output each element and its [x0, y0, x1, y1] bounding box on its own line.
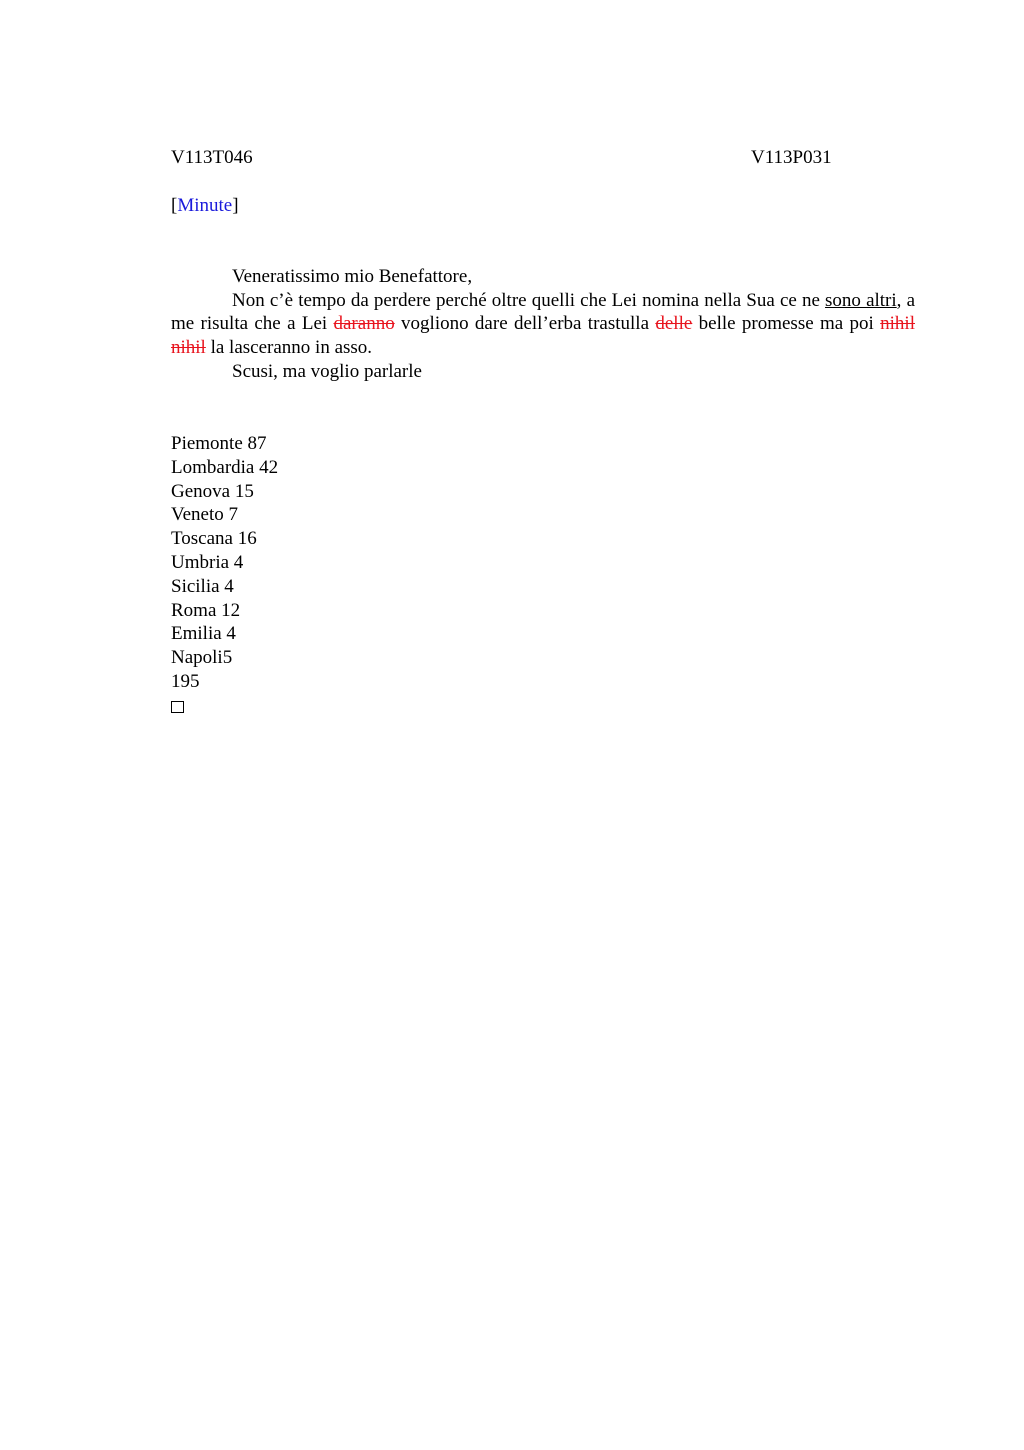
minute-link[interactable]: Minute — [177, 195, 233, 216]
text-segment: belle promesse ma poi — [692, 313, 881, 335]
count-item: Genova 15 — [171, 480, 254, 502]
document-code-right: V113P031 — [751, 147, 832, 168]
count-item: Roma 12 — [171, 599, 241, 621]
text-segment: , a me risulta che a Lei — [171, 289, 915, 335]
letter-paragraph — [171, 289, 915, 360]
count-total: 195 — [171, 670, 200, 692]
closing-line: Scusi, ma voglio parlarle — [232, 360, 422, 382]
square-box-icon — [171, 701, 184, 713]
box-icon-row — [171, 694, 278, 720]
minute-open-bracket: [ — [171, 195, 178, 216]
count-item: Sicilia 4 — [171, 575, 234, 597]
count-item: Veneto 7 — [171, 504, 239, 526]
salutation: Veneratissimo mio Benefattore, — [232, 266, 473, 287]
deleted-text: daranno — [333, 313, 395, 335]
count-item: Umbria 4 — [171, 551, 244, 573]
deleted-text: delle — [655, 313, 693, 335]
count-item: Lombardia 42 — [171, 456, 279, 478]
count-item: Emilia 4 — [171, 623, 236, 645]
letter-body — [171, 265, 915, 384]
underlined-text: sono altri — [825, 289, 897, 311]
region-count-list — [171, 432, 278, 720]
minute-label — [171, 194, 239, 218]
text-segment: Non c’è tempo da perdere perché oltre quelli che Lei nomina nella Sua ce ne — [232, 289, 826, 311]
text-segment: vogliono dare dell’erba trastulla — [394, 313, 656, 335]
count-item: Toscana 16 — [171, 528, 257, 550]
text-segment: la lasceranno in asso. — [205, 337, 373, 359]
count-item: Napoli5 — [171, 647, 233, 669]
minute-close-bracket: ] — [232, 195, 239, 216]
count-item: Piemonte 87 — [171, 433, 267, 454]
document-code-left: V113T046 — [171, 147, 253, 168]
deleted-text: nihil nihil — [171, 313, 915, 359]
